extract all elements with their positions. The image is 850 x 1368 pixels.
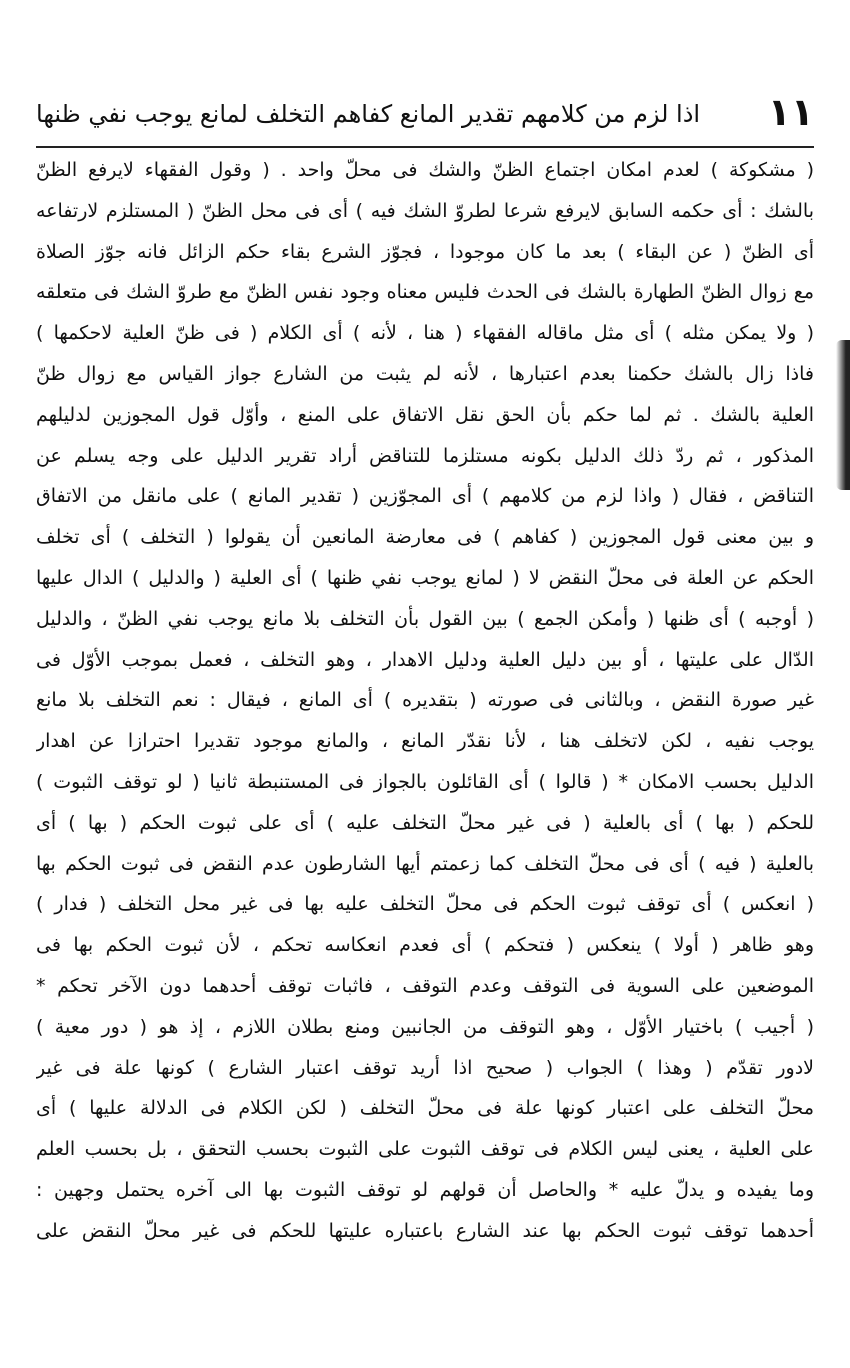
text-line: الدليل بحسب الامكان * ( قالوا ) أى القائلون بالجواز فى المستنبطة ثانيا ( لو توقف الثبوت ) — [36, 770, 814, 793]
text-line: الموضعين على السوية فى التوقف وعدم التوقف ، فاثبات توقف أحدهما دون الآخر تحكم * — [36, 974, 814, 997]
text-line: مع زوال الظنّ الطهارة بالشك فى الحدث فليس معناه وجود نفس الظنّ مع طروّ الشك فى متعلقه — [36, 281, 814, 304]
text-line: الدّال على عليتها ، أو بين دليل العلية ودليل الاهدار ، وهو التخلف ، فعمل بموجب الأوّل فى — [36, 648, 814, 671]
text-line: يوجب نفيه ، لكن لاتخلف هنا ، لأنا نقدّر المانع ، والمانع موجود تقديرا احترازا عن اهدار — [36, 730, 814, 753]
text-line: لادور تقدّم ( وهذا ) الجواب ( صحيح اذا أريد توقف اعتبار الشارع ) كونها علة فى غير — [36, 1056, 814, 1079]
page-number: ١١ — [767, 90, 814, 134]
header-rule — [36, 146, 814, 148]
text-line: للحكم ( بها ) أى بالعلية ( فى غير محلّ التخلف عليه ) أى على ثبوت الحكم ( بها ) أى — [36, 811, 814, 834]
text-line: وما يفيده و يدلّ عليه * والحاصل أن قولهم لو توقف الثبوت بها الى آخره يحتمل وجهين : — [36, 1178, 814, 1201]
text-line: و بين معنى قول المجوزين ( كفاهم ) فى معارضة المانعين أن يقولوا ( التخلف ) أى تخلف — [36, 526, 814, 549]
page-header — [36, 86, 814, 138]
text-line: أى الظنّ ( عن البقاء ) بعد ما كان موجودا ، فجوّز الشرع بقاء حكم الزائل فانه جوّز الصلاة — [36, 240, 814, 263]
text-line: فاذا زال بالشك حكمنا بعدم اعتبارها ، لأنه لم يثبت من الشارع جواز القياس مع زوال ظنّ — [36, 362, 814, 385]
text-line: ( مشكوكة ) لعدم امكان اجتماع الظنّ والشك فى محلّ واحد . ( وقول الفقهاء لايرفع الظنّ — [36, 159, 814, 181]
text-line: التناقض ، فقال ( واذا لزم من كلامهم ) أى المجوّزين ( تقدير المانع ) على مانقل من الاتفاق — [36, 485, 814, 508]
text-line: العلية بالشك . ثم لما حكم بأن الحق نقل الاتفاق على المنع ، وأوّل قول المجوزين لدليلهم — [36, 403, 814, 426]
text-line: بالعلية ( فيه ) أى فى محلّ التخلف كما زعمتم أيها الشارطون عدم النقض فى ثبوت الحكم بها — [36, 852, 814, 875]
text-line — [36, 1252, 814, 1293]
text-line: وهو ظاهر ( أولا ) ينعكس ( فتحكم ) أى فعدم انعكاسه تحكم ، لأن ثبوت الحكم بها فى — [36, 934, 814, 957]
text-line: على العلية ، يعنى ليس الكلام فى توقف الثبوت على الثبوت بحسب التحقق ، بل بحسب العلم — [36, 1138, 814, 1161]
text-line: بالشك : أى حكمه السابق لايرفع شرعا لطروّ الشك فيه ) أى فى محل الظنّ ( المستلزم لارتفاعه — [36, 199, 814, 222]
page-edge-shadow — [836, 340, 850, 490]
text-line: ( أوجبه ) أى ظنها ( وأمكن الجمع ) بين القول بأن التخلف بلا مانع يوجب نفي الظنّ ، والدليل — [36, 607, 814, 630]
text-line: ( انعكس ) أى توقف ثبوت الحكم فى محلّ التخلف عليه بها فى غير محل التخلف ( فدار ) — [36, 893, 814, 916]
text-line: غير صورة النقض ، وبالثانى فى صورته ( بتقديره ) أى المانع ، فيقال : نعم التخلف بلا مانع — [36, 689, 814, 712]
text-line: أحدهما توقف ثبوت الحكم بها عند الشارع باعتباره عليتها للحكم فى غير محلّ النقض على — [36, 1219, 814, 1242]
text-line: الحكم عن العلة فى محلّ النقض لا ( لمانع يوجب نفي ظنها ) أى العلية ( والدليل ) الدال عليها — [36, 566, 814, 589]
text-line: محلّ التخلف على اعتبار كونها علة فى محلّ التخلف ( لكن الكلام فى الدلالة عليها ) أى — [36, 1097, 814, 1120]
text-line: المذكور ، ثم ردّ ذلك الدليل بكونه مستلزما للتناقض أراد تقرير الدليل على وجه يسلم عن — [36, 444, 814, 467]
text-line: ( ولا يمكن مثله ) أى مثل ماقاله الفقهاء ( هنا ، لأنه ) أى الكلام ( فى ظنّ العلية لاحكمها ) — [36, 322, 814, 345]
running-head: اذا لزم من كلامهم تقدير المانع كفاهم التخلف لمانع يوجب نفي ظنها — [36, 100, 701, 128]
text-line: ( أجيب ) باختيار الأوّل ، وهو التوقف من الجانبين ومنع بطلان اللازم ، إذ هو ( دور معية ) — [36, 1015, 814, 1038]
body-text — [36, 150, 814, 1330]
